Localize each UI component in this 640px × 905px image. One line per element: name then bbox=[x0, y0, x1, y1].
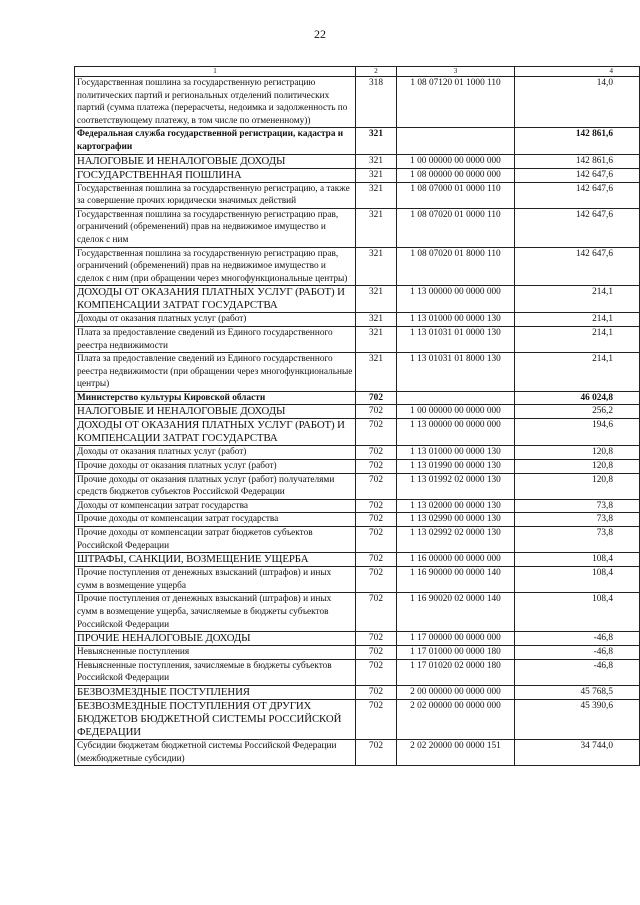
row-classification-code-cell: 2 02 20000 00 0000 151 bbox=[397, 739, 515, 765]
row-admin-code-cell: 321 bbox=[356, 168, 397, 182]
row-classification-code-cell: 1 08 07020 01 0000 110 bbox=[397, 208, 515, 247]
table-row bbox=[75, 553, 640, 567]
row-name-cell: ДОХОДЫ ОТ ОКАЗАНИЯ ПЛАТНЫХ УСЛУГ (РАБОТ) И КОМПЕНСАЦИИ ЗАТРАТ ГОСУДАРСТВА bbox=[75, 286, 356, 313]
row-classification-code-cell: 1 08 07000 01 0000 110 bbox=[397, 182, 515, 208]
row-admin-code-cell: 321 bbox=[356, 326, 397, 352]
row-classification-code-cell: 1 13 01992 02 0000 130 bbox=[397, 473, 515, 499]
table-row bbox=[75, 313, 640, 327]
row-classification-code-cell: 1 17 01000 00 0000 180 bbox=[397, 646, 515, 660]
table-row bbox=[75, 527, 640, 553]
row-name-cell: Доходы от оказания платных услуг (работ) bbox=[75, 313, 356, 327]
row-admin-code-cell: 702 bbox=[356, 659, 397, 685]
row-name-cell: Прочие доходы от компенсации затрат государства bbox=[75, 513, 356, 527]
row-name-cell: Невыясненные поступления bbox=[75, 646, 356, 660]
row-amount-cell: 34 744,0 bbox=[515, 739, 640, 765]
row-name-cell: Субсидии бюджетам бюджетной системы Российской Федерации (межбюджетные субсидии) bbox=[75, 739, 356, 765]
row-amount-cell: 142 647,6 bbox=[515, 168, 640, 182]
row-admin-code-cell: 702 bbox=[356, 567, 397, 593]
row-name-cell: Государственная пошлина за государственную регистрацию политических партий и региональных отделений политических партий (сумма платежа (перерасчеты, недоимка и задолженность по соответствующему платежу, в том числе по отмененному)) bbox=[75, 77, 356, 128]
row-classification-code-cell: 1 17 01020 02 0000 180 bbox=[397, 659, 515, 685]
row-name-cell: Плата за предоставление сведений из Единого государственного реестра недвижимости bbox=[75, 326, 356, 352]
row-amount-cell: 194,6 bbox=[515, 419, 640, 446]
row-classification-code-cell bbox=[397, 391, 515, 405]
row-classification-code-cell: 2 02 00000 00 0000 000 bbox=[397, 699, 515, 739]
column-header: 3 bbox=[397, 67, 515, 77]
row-amount-cell: 214,1 bbox=[515, 353, 640, 392]
row-classification-code-cell: 1 16 90020 02 0000 140 bbox=[397, 593, 515, 632]
table-row bbox=[75, 353, 640, 392]
row-amount-cell: 120,8 bbox=[515, 446, 640, 460]
row-amount-cell: -46,8 bbox=[515, 659, 640, 685]
row-classification-code-cell: 2 00 00000 00 0000 000 bbox=[397, 685, 515, 699]
row-name-cell: ПРОЧИЕ НЕНАЛОГОВЫЕ ДОХОДЫ bbox=[75, 632, 356, 646]
row-name-cell: НАЛОГОВЫЕ И НЕНАЛОГОВЫЕ ДОХОДЫ bbox=[75, 154, 356, 168]
row-amount-cell: 45 768,5 bbox=[515, 685, 640, 699]
row-amount-cell: 73,8 bbox=[515, 527, 640, 553]
table-row bbox=[75, 326, 640, 352]
table-row bbox=[75, 182, 640, 208]
row-admin-code-cell: 702 bbox=[356, 699, 397, 739]
column-header: 4 bbox=[515, 67, 640, 77]
table-row bbox=[75, 567, 640, 593]
row-amount-cell: 73,8 bbox=[515, 513, 640, 527]
row-amount-cell: 142 861,6 bbox=[515, 154, 640, 168]
row-name-cell: ШТРАФЫ, САНКЦИИ, ВОЗМЕЩЕНИЕ УЩЕРБА bbox=[75, 553, 356, 567]
row-admin-code-cell: 321 bbox=[356, 247, 397, 286]
row-name-cell: НАЛОГОВЫЕ И НЕНАЛОГОВЫЕ ДОХОДЫ bbox=[75, 405, 356, 419]
row-name-cell: Прочие поступления от денежных взысканий (штрафов) и иных сумм в возмещение ущерба bbox=[75, 567, 356, 593]
row-classification-code-cell: 1 08 00000 00 0000 000 bbox=[397, 168, 515, 182]
revenue-table bbox=[74, 66, 640, 766]
row-amount-cell: 108,4 bbox=[515, 553, 640, 567]
row-admin-code-cell: 702 bbox=[356, 593, 397, 632]
row-classification-code-cell: 1 13 01990 00 0000 130 bbox=[397, 460, 515, 474]
row-name-cell: Государственная пошлина за государственную регистрацию прав, ограничений (обременений) прав на недвижимое имущество и сделок с ним (при обращении через многофункциональные центры) bbox=[75, 247, 356, 286]
table-row bbox=[75, 646, 640, 660]
table-row bbox=[75, 513, 640, 527]
row-admin-code-cell: 321 bbox=[356, 208, 397, 247]
row-classification-code-cell bbox=[397, 128, 515, 154]
row-name-cell: ДОХОДЫ ОТ ОКАЗАНИЯ ПЛАТНЫХ УСЛУГ (РАБОТ) И КОМПЕНСАЦИИ ЗАТРАТ ГОСУДАРСТВА bbox=[75, 419, 356, 446]
row-admin-code-cell: 702 bbox=[356, 685, 397, 699]
row-amount-cell: 120,8 bbox=[515, 473, 640, 499]
row-admin-code-cell: 702 bbox=[356, 460, 397, 474]
table-row bbox=[75, 247, 640, 286]
row-admin-code-cell: 321 bbox=[356, 128, 397, 154]
row-name-cell: Прочие доходы от оказания платных услуг (работ) получателями средств бюджетов субъектов Российской Федерации bbox=[75, 473, 356, 499]
row-amount-cell: 14,0 bbox=[515, 77, 640, 128]
row-admin-code-cell: 702 bbox=[356, 391, 397, 405]
table-row bbox=[75, 593, 640, 632]
row-classification-code-cell: 1 13 02000 00 0000 130 bbox=[397, 499, 515, 513]
row-amount-cell: -46,8 bbox=[515, 646, 640, 660]
table-row bbox=[75, 499, 640, 513]
row-classification-code-cell: 1 13 02990 00 0000 130 bbox=[397, 513, 515, 527]
row-name-cell: Прочие доходы от компенсации затрат бюджетов субъектов Российской Федерации bbox=[75, 527, 356, 553]
table-row bbox=[75, 699, 640, 739]
row-admin-code-cell: 702 bbox=[356, 405, 397, 419]
row-amount-cell: 73,8 bbox=[515, 499, 640, 513]
table-row bbox=[75, 286, 640, 313]
table-row bbox=[75, 739, 640, 765]
row-classification-code-cell: 1 13 00000 00 0000 000 bbox=[397, 286, 515, 313]
row-name-cell: Доходы от компенсации затрат государства bbox=[75, 499, 356, 513]
row-classification-code-cell: 1 13 01031 01 0000 130 bbox=[397, 326, 515, 352]
table-row bbox=[75, 446, 640, 460]
row-classification-code-cell: 1 13 02992 02 0000 130 bbox=[397, 527, 515, 553]
row-admin-code-cell: 702 bbox=[356, 473, 397, 499]
row-classification-code-cell: 1 13 01000 00 0000 130 bbox=[397, 313, 515, 327]
row-name-cell: Плата за предоставление сведений из Единого государственного реестра недвижимости (при обращении через многофункциональные центры) bbox=[75, 353, 356, 392]
table-row bbox=[75, 685, 640, 699]
row-admin-code-cell: 321 bbox=[356, 286, 397, 313]
table-row bbox=[75, 473, 640, 499]
row-amount-cell: 45 390,6 bbox=[515, 699, 640, 739]
row-admin-code-cell: 321 bbox=[356, 182, 397, 208]
table-row bbox=[75, 154, 640, 168]
row-name-cell: Невыясненные поступления, зачисляемые в бюджеты субъектов Российской Федерации bbox=[75, 659, 356, 685]
page-number: 22 bbox=[314, 27, 326, 41]
row-admin-code-cell: 702 bbox=[356, 499, 397, 513]
table-row bbox=[75, 128, 640, 154]
row-amount-cell: 256,2 bbox=[515, 405, 640, 419]
row-admin-code-cell: 702 bbox=[356, 513, 397, 527]
row-admin-code-cell: 321 bbox=[356, 353, 397, 392]
row-name-cell: ГОСУДАРСТВЕННАЯ ПОШЛИНА bbox=[75, 168, 356, 182]
table-row bbox=[75, 405, 640, 419]
row-amount-cell: 108,4 bbox=[515, 593, 640, 632]
row-amount-cell: 142 647,6 bbox=[515, 182, 640, 208]
table-header-row bbox=[75, 67, 640, 77]
row-classification-code-cell: 1 00 00000 00 0000 000 bbox=[397, 405, 515, 419]
row-amount-cell: 214,1 bbox=[515, 313, 640, 327]
row-amount-cell: 142 647,6 bbox=[515, 247, 640, 286]
row-classification-code-cell: 1 16 90000 00 0000 140 bbox=[397, 567, 515, 593]
row-amount-cell: -46,8 bbox=[515, 632, 640, 646]
row-name-cell: Прочие поступления от денежных взысканий (штрафов) и иных сумм в возмещение ущерба, зачисляемые в бюджеты субъектов Российской Федерации bbox=[75, 593, 356, 632]
row-classification-code-cell: 1 13 01031 01 8000 130 bbox=[397, 353, 515, 392]
row-name-cell: Государственная пошлина за государственную регистрацию прав, ограничений (обременений) прав на недвижимое имущество и сделок с ним bbox=[75, 208, 356, 247]
table-row bbox=[75, 391, 640, 405]
row-name-cell: Федеральная служба государственной регистрации, кадастра и картографии bbox=[75, 128, 356, 154]
row-admin-code-cell: 702 bbox=[356, 446, 397, 460]
row-amount-cell: 214,1 bbox=[515, 286, 640, 313]
row-admin-code-cell: 321 bbox=[356, 313, 397, 327]
table-row bbox=[75, 208, 640, 247]
row-amount-cell: 142 861,6 bbox=[515, 128, 640, 154]
row-amount-cell: 120,8 bbox=[515, 460, 640, 474]
table-row bbox=[75, 168, 640, 182]
row-amount-cell: 214,1 bbox=[515, 326, 640, 352]
row-name-cell: БЕЗВОЗМЕЗДНЫЕ ПОСТУПЛЕНИЯ ОТ ДРУГИХ БЮДЖЕТОВ БЮДЖЕТНОЙ СИСТЕМЫ РОССИЙСКОЙ ФЕДЕРАЦИИ bbox=[75, 699, 356, 739]
row-classification-code-cell: 1 00 00000 00 0000 000 bbox=[397, 154, 515, 168]
row-name-cell: БЕЗВОЗМЕЗДНЫЕ ПОСТУПЛЕНИЯ bbox=[75, 685, 356, 699]
row-admin-code-cell: 702 bbox=[356, 632, 397, 646]
table-row bbox=[75, 632, 640, 646]
row-classification-code-cell: 1 17 00000 00 0000 000 bbox=[397, 632, 515, 646]
row-amount-cell: 142 647,6 bbox=[515, 208, 640, 247]
row-classification-code-cell: 1 13 00000 00 0000 000 bbox=[397, 419, 515, 446]
row-admin-code-cell: 702 bbox=[356, 739, 397, 765]
row-admin-code-cell: 702 bbox=[356, 646, 397, 660]
row-name-cell: Государственная пошлина за государственную регистрацию, а также за совершение прочих юридически значимых действий bbox=[75, 182, 356, 208]
column-header: 2 bbox=[356, 67, 397, 77]
row-name-cell: Министерство культуры Кировской области bbox=[75, 391, 356, 405]
row-amount-cell: 46 024,8 bbox=[515, 391, 640, 405]
table-row bbox=[75, 419, 640, 446]
row-admin-code-cell: 702 bbox=[356, 553, 397, 567]
row-classification-code-cell: 1 08 07120 01 1000 110 bbox=[397, 77, 515, 128]
row-amount-cell: 108,4 bbox=[515, 567, 640, 593]
row-admin-code-cell: 321 bbox=[356, 154, 397, 168]
column-header: 1 bbox=[75, 67, 356, 77]
row-admin-code-cell: 702 bbox=[356, 527, 397, 553]
row-name-cell: Прочие доходы от оказания платных услуг (работ) bbox=[75, 460, 356, 474]
table-row bbox=[75, 77, 640, 128]
row-admin-code-cell: 702 bbox=[356, 419, 397, 446]
row-classification-code-cell: 1 08 07020 01 8000 110 bbox=[397, 247, 515, 286]
row-classification-code-cell: 1 16 00000 00 0000 000 bbox=[397, 553, 515, 567]
table-row bbox=[75, 659, 640, 685]
table-row bbox=[75, 460, 640, 474]
row-classification-code-cell: 1 13 01000 00 0000 130 bbox=[397, 446, 515, 460]
row-admin-code-cell: 318 bbox=[356, 77, 397, 128]
table-body bbox=[75, 77, 640, 766]
row-name-cell: Доходы от оказания платных услуг (работ) bbox=[75, 446, 356, 460]
